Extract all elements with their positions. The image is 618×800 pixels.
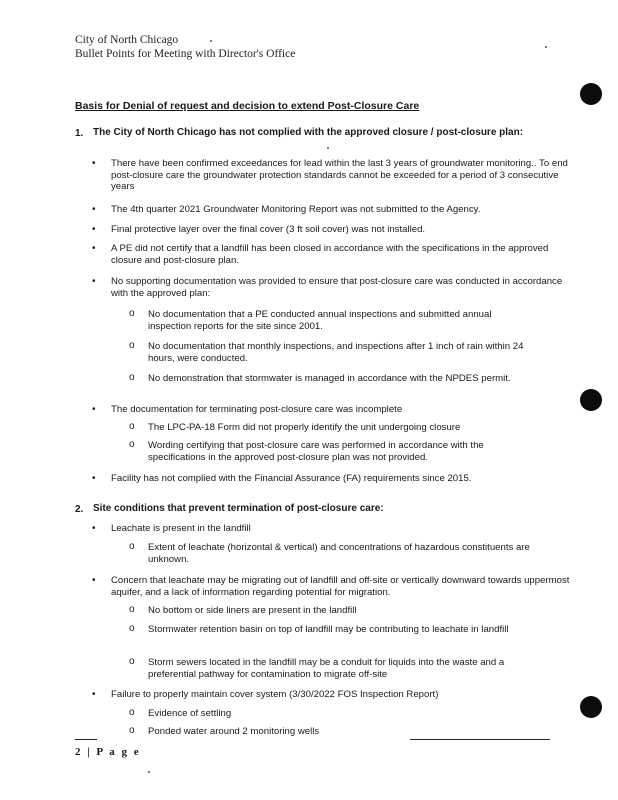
sub-bullet-symbol: o — [129, 656, 135, 667]
bullet-text: The 4th quarter 2021 Groundwater Monitoring Report was not submitted to the Agency. — [111, 204, 481, 215]
bullet-symbol: • — [92, 224, 96, 235]
bullet-text: Leachate is present in the landfill — [111, 523, 251, 534]
sub-bullet-symbol: o — [129, 541, 135, 552]
point-1-label: The City of North Chicago has not complied with the approved closure / post-closure plan: — [93, 127, 524, 138]
sub-bullet-symbol: o — [129, 340, 135, 351]
sub-bullet-item — [129, 604, 533, 617]
point-1-number: 1. — [75, 128, 84, 139]
footer-rule-left — [75, 739, 97, 740]
sub-bullet-symbol: o — [129, 707, 135, 718]
bullet-item — [92, 523, 581, 535]
sub-bullet-symbol: o — [129, 623, 135, 634]
sub-bullet-symbol: o — [129, 421, 135, 432]
bullet-item — [92, 204, 581, 216]
sub-bullet-text: Extent of leachate (horizontal & vertical) and concentrations of hazardous constituents are unknown. — [148, 542, 530, 565]
sub-bullet-text: Stormwater retention basin on top of landfill may be contributing to leachate in landfill — [148, 624, 509, 635]
bullet-item — [92, 473, 581, 485]
sub-bullet-item — [129, 623, 533, 636]
bullet-item — [92, 224, 581, 236]
section-title: Basis for Denial of request and decision to extend Post-Closure Care — [75, 100, 420, 112]
header-line-1: City of North Chicago — [75, 34, 179, 46]
sub-bullet-symbol: o — [129, 439, 135, 450]
sub-bullet-item — [129, 372, 533, 385]
sub-bullet-text: The LPC-PA-18 Form did not properly identify the unit undergoing closure — [148, 422, 461, 433]
bullet-text: Concern that leachate may be migrating out of landfill and off-site or vertically downward towards uppermost aquifer, and a lack of information regarding potential for migration. — [111, 575, 570, 598]
sub-bullet-symbol: o — [129, 604, 135, 615]
bullet-item — [92, 243, 581, 266]
sub-bullet-text: Evidence of settling — [148, 708, 232, 719]
binder-hole-middle — [580, 389, 602, 411]
sub-bullet-item — [129, 340, 533, 364]
sub-bullet-item — [129, 308, 533, 332]
scan-speck — [545, 46, 547, 48]
bullet-item — [92, 158, 581, 193]
sub-bullet-item — [129, 439, 533, 463]
sub-bullet-item — [129, 725, 533, 738]
sub-bullet-text: No documentation that a PE conducted annual inspections and submitted annual inspection reports for the site since 2001. — [148, 309, 492, 332]
sub-bullet-text: Wording certifying that post-closure care was performed in accordance with the specifications in the approved post-closure plan was not provided. — [148, 440, 484, 463]
sub-bullet-item — [129, 707, 533, 720]
bullet-text: A PE did not certify that a landfill has been closed in accordance with the specifications in the approved closure and post-closure plan. — [111, 243, 549, 266]
point-2-label: Site conditions that prevent termination of post-closure care: — [93, 503, 384, 514]
bullet-symbol: • — [92, 689, 96, 700]
document-header — [75, 33, 295, 61]
sub-bullet-item — [129, 541, 533, 565]
binder-hole-bottom — [580, 696, 602, 718]
bullet-symbol: • — [92, 473, 96, 484]
bullet-symbol: • — [92, 276, 96, 287]
bullet-text: No supporting documentation was provided to ensure that post-closure care was conducted in accordance with the approved plan: — [111, 276, 563, 299]
bullet-text: Failure to properly maintain cover system (3/30/2022 FOS Inspection Report) — [111, 689, 439, 700]
binder-hole-top — [580, 83, 602, 105]
bullet-text: There have been confirmed exceedances for lead within the last 3 years of groundwater monitoring.. To end post-closure care the groundwater protection standards cannot be exceeded for a period of 3 consecutive years — [111, 158, 568, 193]
bullet-symbol: • — [92, 523, 96, 534]
bullet-symbol: • — [92, 243, 96, 254]
sub-bullet-text: No bottom or side liners are present in the landfill — [148, 605, 357, 616]
bullet-item — [92, 404, 581, 416]
sub-bullet-text: No documentation that monthly inspections, and inspections after 1 inch of rain within 24 hours, were conducted. — [148, 341, 524, 364]
sub-bullet-symbol: o — [129, 725, 135, 736]
bullet-item — [92, 276, 581, 299]
footer-rule-right — [410, 739, 550, 740]
bullet-item — [92, 689, 581, 701]
sub-bullet-text: Storm sewers located in the landfill may be a conduit for liquids into the waste and a preferential pathway for contamination to migrate off-site — [148, 657, 505, 680]
sub-bullet-text: No demonstration that stormwater is managed in accordance with the NPDES permit. — [148, 373, 511, 384]
header-line-2: Bullet Points for Meeting with Director's Office — [75, 48, 296, 60]
sub-bullet-item — [129, 421, 533, 434]
sub-bullet-symbol: o — [129, 308, 135, 319]
bullet-symbol: • — [92, 575, 96, 586]
point-2-number: 2. — [75, 504, 84, 515]
bullet-symbol: • — [92, 158, 96, 169]
scan-speck — [327, 147, 329, 149]
scan-speck — [148, 771, 150, 773]
sub-bullet-symbol: o — [129, 372, 135, 383]
bullet-text: Final protective layer over the final cover (3 ft soil cover) was not installed. — [111, 224, 426, 235]
bullet-item — [92, 575, 581, 598]
sub-bullet-text: Ponded water around 2 monitoring wells — [148, 726, 320, 737]
page-number: 2 | P a g e — [75, 746, 141, 758]
bullet-symbol: • — [92, 404, 96, 415]
bullet-text: The documentation for terminating post-closure care was incomplete — [111, 404, 403, 415]
bullet-text: Facility has not complied with the Financial Assurance (FA) requirements since 2015. — [111, 473, 472, 484]
sub-bullet-item — [129, 656, 533, 680]
bullet-symbol: • — [92, 204, 96, 215]
